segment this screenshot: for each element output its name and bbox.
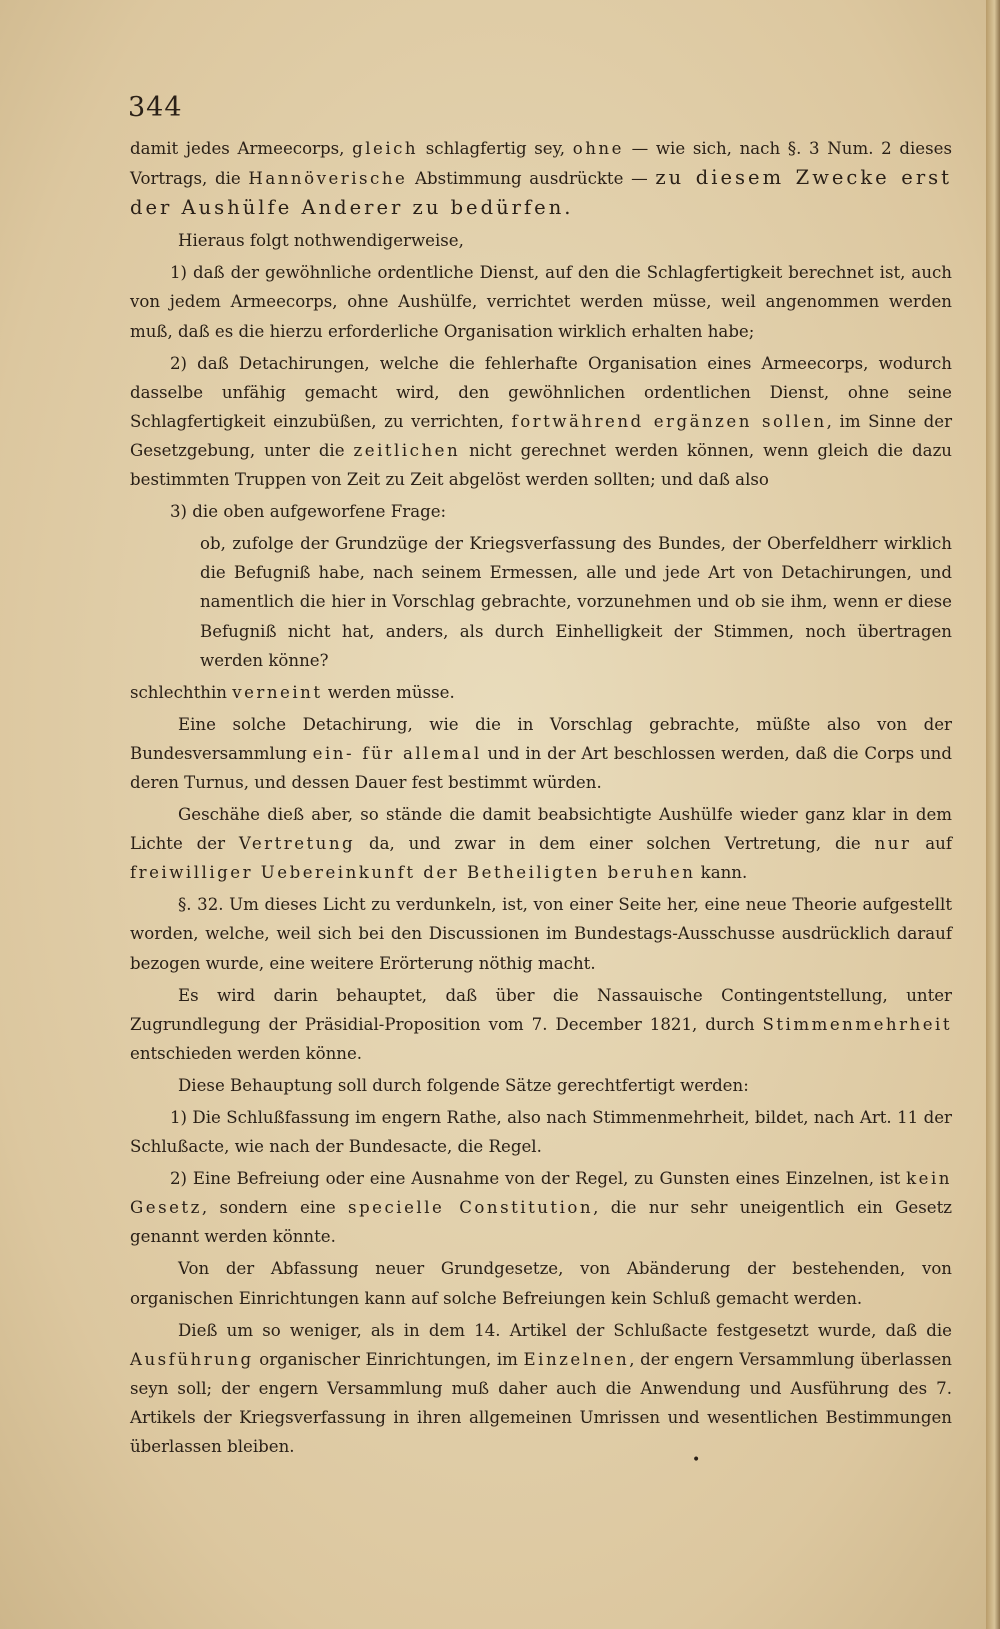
text-run: auf xyxy=(911,834,952,854)
emphasis-text: Stimmenmehrheit xyxy=(762,1014,952,1034)
paragraph xyxy=(130,678,952,707)
text-run: , im Sinne der Gesetzgebung, unter die xyxy=(130,411,952,460)
text-run: ob, zufolge der Grundzüge der Kriegsverfassung des Bundes, der Oberfeldherr wirklich die Befugniß habe, nach seinem Ermessen, alle und jede Art von Detachirungen, und namentlich die hier in Vorschlag gebrachte, vorzunehmen und ob sie ihm, wenn er diese Befugniß nicht hat, anders, als durch Einhelligkeit der Stimmen, noch übertragen werden könne? xyxy=(200,534,952,670)
paragraph xyxy=(130,710,952,797)
paragraph xyxy=(130,134,952,223)
text-run: 2) daß Detachirungen, welche die fehlerhafte Organisation eines Armeecorps, wodurch dasselbe unfähig gemacht wird, den gewöhnlichen ordentlichen Dienst, ohne seine Schlagfertigkeit einzubüßen, zu verrichten, xyxy=(130,353,952,431)
emphasis-text: Hannöverische xyxy=(248,169,408,189)
text-run: — wie sich, nach §. 3 Num. 2 dieses Vortrags, die xyxy=(130,139,952,189)
text-run: nicht gerechnet werden können, wenn gleich die dazu bestimmten Truppen von Zeit zu Zeit abgelöst werden sollten; und daß also xyxy=(130,440,952,490)
paragraph xyxy=(130,1316,952,1461)
emphasis-text: nur xyxy=(874,834,912,854)
paragraph xyxy=(130,1254,952,1312)
paragraph xyxy=(130,497,952,526)
text-run: organischer Einrichtungen, im xyxy=(253,1349,524,1369)
ink-speck: • xyxy=(692,1452,701,1468)
text-run: , die nur sehr uneigentlich ein Gesetz genannt werden könnte. xyxy=(130,1198,952,1247)
emphasis-text: specielle Constitution xyxy=(348,1198,594,1218)
text-run: Es wird darin behauptet, daß über die Nassauische Contingentstellung, unter Zugrundlegung der Präsidial-Proposition vom 7. December 1821, durch xyxy=(130,985,952,1034)
paragraph xyxy=(130,981,952,1068)
paragraph xyxy=(130,226,952,255)
text-run: werden müsse. xyxy=(322,682,455,702)
paragraph xyxy=(130,529,952,674)
paragraph xyxy=(130,258,952,345)
text-run: Eine solche Detachirung, wie die in Vorschlag gebrachte, müßte also von der Bundesversammlung xyxy=(130,714,952,763)
text-run: damit jedes Armeecorps, xyxy=(130,139,353,158)
emphasis-text: ein- für allemal xyxy=(312,743,482,763)
paragraph xyxy=(130,800,952,887)
emphasis-text: zeitlichen xyxy=(353,440,461,460)
emphasis-text: zu diesem Zwecke erst der Aushülfe Anderer zu bedürfen. xyxy=(130,166,952,220)
paragraph xyxy=(130,1103,952,1161)
text-run: kann. xyxy=(695,863,748,883)
text-run: entschieden werden könne. xyxy=(130,1043,363,1063)
text-run: Hieraus folgt nothwendigerweise, xyxy=(178,231,464,251)
text-run: 1) daß der gewöhnliche ordentliche Dienst, auf den die Schlagfertigkeit berechnet ist, auch von jedem Armeecorps, ohne Aushülfe, verrichtet werden müsse, weil angenommen werden muß, daß es die hierzu erforderliche Organisation wirklich erhalten habe; xyxy=(130,263,952,341)
text-run: §. 32. Um dieses Licht zu verdunkeln, ist, von einer Seite her, eine neue Theorie aufgestellt worden, welche, weil sich bei den Discussionen im Bundestags-Ausschusse ausdrücklich darauf bezogen wurde, eine weitere Erörterung nöthig macht. xyxy=(130,895,952,973)
text-run: und in der Art beschlossen werden, daß die Corps und deren Turnus, und dessen Dauer fest bestimmt würden. xyxy=(130,743,952,792)
paragraph xyxy=(130,890,952,977)
paragraph xyxy=(130,349,952,494)
text-run: , sondern eine xyxy=(201,1198,349,1218)
emphasis-text: Ausführung xyxy=(130,1349,254,1369)
text-run: schlagfertig sey, xyxy=(418,139,573,158)
emphasis-text: fortwährend ergänzen sollen xyxy=(511,411,827,431)
emphasis-text: freiwilliger Uebereinkunft der Betheiligten beruhen xyxy=(130,863,696,883)
body-text xyxy=(130,134,952,1461)
text-run: schlechthin xyxy=(130,682,233,702)
emphasis-text: gleich xyxy=(352,139,419,158)
text-run: Geschähe dieß aber, so stände die damit beabsichtigte Aushülfe wieder ganz klar in dem Lichte der xyxy=(130,805,952,854)
emphasis-text: Einzelnen xyxy=(523,1349,630,1369)
text-run: 1) Die Schlußfassung im engern Rathe, also nach Stimmenmehrheit, bildet, nach Art. 11 der Schlußacte, wie nach der Bundesacte, die Regel. xyxy=(130,1108,952,1157)
text-run: Diese Behauptung soll durch folgende Sätze gerechtfertigt werden: xyxy=(178,1075,749,1095)
emphasis-text: kein Gesetz xyxy=(130,1169,952,1218)
emphasis-text: verneint xyxy=(232,682,323,702)
paragraph xyxy=(130,1164,952,1251)
emphasis-text: Vertretung xyxy=(238,834,356,854)
page-number: 344 xyxy=(128,92,183,123)
text-run: Dieß um so weniger, als in dem 14. Artikel der Schlußacte festgesetzt wurde, daß die xyxy=(178,1320,952,1340)
text-run: Von der Abfassung neuer Grundgesetze, von Abänderung der bestehenden, von organischen Einrichtungen kann auf solche Befreiungen kein Schluß gemacht werden. xyxy=(130,1259,952,1308)
text-run: Abstimmung ausdrückte — xyxy=(407,169,656,189)
emphasis-text: ohne xyxy=(572,139,624,158)
text-run: da, und zwar in dem einer solchen Vertretung, die xyxy=(355,834,875,854)
text-run: 2) Eine Befreiung oder eine Ausnahme von der Regel, zu Gunsten eines Einzelnen, ist xyxy=(170,1169,907,1189)
text-run: , der engern Versammlung überlassen seyn soll; der engern Versammlung muß daher auch die Anwendung und Ausführung des 7. Artikels der Kriegsverfassung in ihren allgemeinen Umrissen und wesentlichen Bestimmungen überlassen bleiben. xyxy=(130,1349,952,1457)
text-run: 3) die oben aufgeworfene Frage: xyxy=(170,502,447,522)
page-edge xyxy=(986,0,1000,1629)
paragraph xyxy=(130,1071,952,1100)
